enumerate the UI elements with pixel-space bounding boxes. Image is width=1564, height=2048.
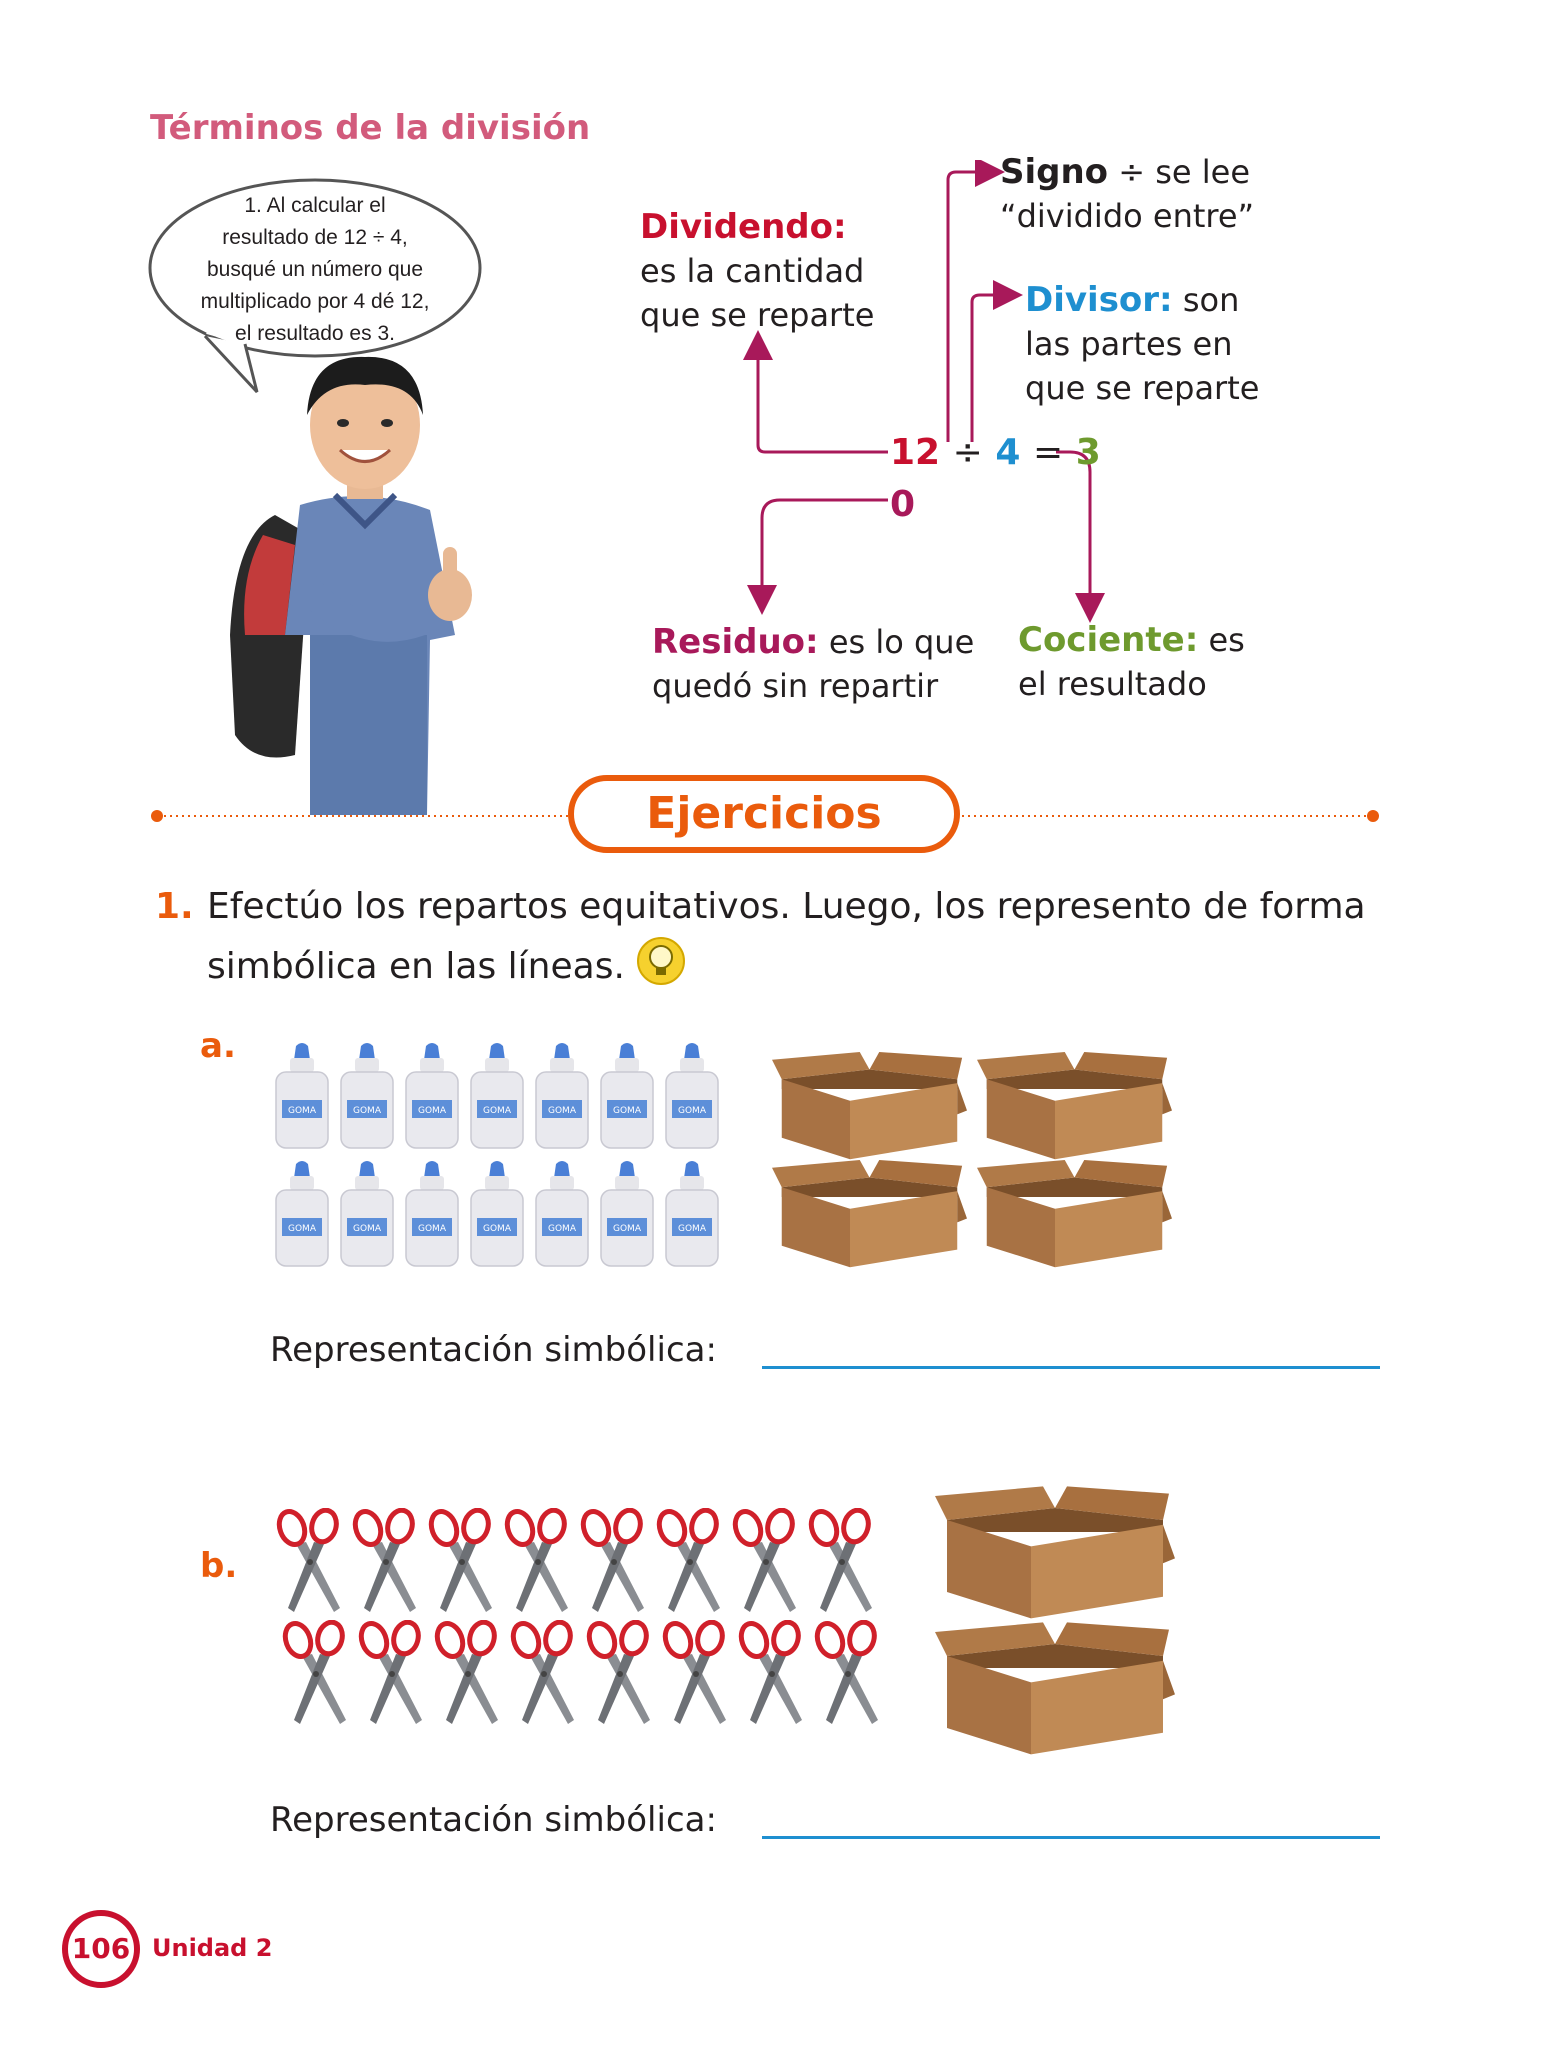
scissors-icon: [430, 1620, 506, 1732]
glue-bottle-icon: [662, 1042, 722, 1152]
svg-text:GOMA: GOMA: [613, 1106, 641, 1116]
svg-text:GOMA: GOMA: [353, 1106, 381, 1116]
rep-label-b: Representación simbólica:: [270, 1800, 717, 1840]
term-divisor: [1025, 278, 1259, 410]
unit-label: Unidad 2: [152, 1934, 273, 1962]
section-title: Términos de la división: [150, 108, 591, 148]
term-cociente-desc2: el resultado: [1018, 665, 1207, 703]
term-signo-desc2: “dividido entre”: [1000, 197, 1255, 235]
term-divisor-desc1: son: [1172, 281, 1240, 319]
svg-text:GOMA: GOMA: [418, 1224, 446, 1234]
svg-text:GOMA: GOMA: [418, 1106, 446, 1116]
svg-text:GOMA: GOMA: [678, 1224, 706, 1234]
division-sign: ÷: [1118, 153, 1146, 191]
boxes-a-group: [772, 1050, 1182, 1280]
speech-line: 1. Al calcular el: [244, 194, 386, 217]
glue-bottle-icon: [337, 1160, 397, 1270]
term-residuo-name: Residuo:: [652, 622, 819, 662]
term-divisor-desc2: las partes en: [1025, 325, 1233, 363]
speech-line: el resultado es 3.: [235, 322, 395, 345]
svg-text:GOMA: GOMA: [483, 1224, 511, 1234]
term-cociente: [1018, 618, 1245, 706]
term-cociente-desc1: es: [1198, 621, 1245, 659]
cardboard-box-icon: [772, 1050, 967, 1163]
term-cociente-name: Cociente:: [1018, 620, 1199, 660]
glue-bottle-icon: [402, 1042, 462, 1152]
item-a-letter: a.: [200, 1026, 236, 1066]
scissors-icon: [500, 1508, 576, 1620]
svg-text:GOMA: GOMA: [288, 1106, 316, 1116]
item-b-letter: b.: [200, 1546, 238, 1586]
glue-bottle-icon: [532, 1042, 592, 1152]
instruction-line2: simbólica en las líneas.: [207, 946, 625, 987]
eq-equals: =: [1032, 432, 1064, 473]
scissors-icon: [354, 1620, 430, 1732]
instruction: [155, 878, 1385, 996]
answer-line-b[interactable]: [762, 1836, 1380, 1839]
svg-text:GOMA: GOMA: [678, 1106, 706, 1116]
speech-text: [165, 190, 465, 350]
eq-divisor: 4: [995, 432, 1021, 473]
scissors-icon: [272, 1508, 348, 1620]
scissors-icon: [810, 1620, 886, 1732]
scissors-icon: [424, 1508, 500, 1620]
eq-quotient: 3: [1075, 432, 1101, 473]
svg-text:GOMA: GOMA: [288, 1224, 316, 1234]
term-residuo-desc2: quedó sin repartir: [652, 667, 939, 705]
eq-remainder: 0: [890, 484, 916, 525]
term-dividendo-name: Dividendo:: [640, 207, 847, 247]
glue-bottle-icon: [597, 1042, 657, 1152]
page-number: 106: [62, 1910, 140, 1988]
term-dividendo-desc1: es la cantidad: [640, 252, 865, 290]
glue-bottle-icon: [597, 1160, 657, 1270]
glue-bottles-group: [272, 1042, 732, 1272]
glue-bottle-icon: [532, 1160, 592, 1270]
speech-line: resultado de 12 ÷ 4,: [222, 226, 408, 249]
exercise-number: 1.: [155, 886, 194, 927]
scissors-icon: [278, 1620, 354, 1732]
scissors-icon: [506, 1620, 582, 1732]
term-residuo-desc1: es lo que: [818, 623, 975, 661]
cardboard-box-icon: [935, 1484, 1175, 1623]
term-dividendo: [640, 205, 874, 337]
glue-bottle-icon: [467, 1160, 527, 1270]
glue-bottle-icon: [272, 1042, 332, 1152]
scissors-icon: [728, 1508, 804, 1620]
term-divisor-desc3: que se reparte: [1025, 369, 1260, 407]
svg-text:GOMA: GOMA: [483, 1106, 511, 1116]
glue-bottle-icon: [272, 1160, 332, 1270]
scissors-icon: [652, 1508, 728, 1620]
lightbulb-icon: [636, 936, 686, 986]
scissors-icon: [658, 1620, 734, 1732]
scissors-icon: [576, 1508, 652, 1620]
svg-text:GOMA: GOMA: [548, 1106, 576, 1116]
glue-bottle-icon: [337, 1042, 397, 1152]
cardboard-box-icon: [935, 1620, 1175, 1759]
svg-text:GOMA: GOMA: [548, 1224, 576, 1234]
svg-text:GOMA: GOMA: [613, 1224, 641, 1234]
boy-illustration: [215, 335, 515, 815]
scissors-icon: [734, 1620, 810, 1732]
term-residuo: [652, 620, 974, 708]
cardboard-box-icon: [772, 1158, 967, 1271]
term-signo-desc: se lee: [1145, 153, 1250, 191]
glue-bottle-icon: [467, 1042, 527, 1152]
term-divisor-name: Divisor:: [1025, 280, 1173, 320]
boxes-b-group: [935, 1484, 1185, 1764]
eq-sign: ÷: [952, 432, 983, 473]
equation: [890, 432, 1101, 473]
svg-text:GOMA: GOMA: [353, 1224, 381, 1234]
term-signo-name: Signo: [1000, 152, 1109, 192]
glue-bottle-icon: [662, 1160, 722, 1270]
eq-dividend: 12: [890, 432, 941, 473]
scissors-icon: [582, 1620, 658, 1732]
scissors-icon: [348, 1508, 424, 1620]
cardboard-box-icon: [977, 1050, 1172, 1163]
speech-line: multiplicado por 4 dé 12,: [200, 290, 430, 313]
scissors-icon: [804, 1508, 880, 1620]
exercises-title: Ejercicios: [568, 775, 960, 853]
answer-line-a[interactable]: [762, 1366, 1380, 1369]
term-signo: [1000, 150, 1254, 238]
glue-bottle-icon: [402, 1160, 462, 1270]
instruction-line1: Efectúo los repartos equitativos. Luego, los represento de forma: [207, 886, 1366, 927]
cardboard-box-icon: [977, 1158, 1172, 1271]
speech-line: busqué un número que: [207, 258, 423, 281]
scissors-group: [272, 1508, 902, 1738]
rep-label-a: Representación simbólica:: [270, 1330, 717, 1370]
term-dividendo-desc2: que se reparte: [640, 296, 875, 334]
